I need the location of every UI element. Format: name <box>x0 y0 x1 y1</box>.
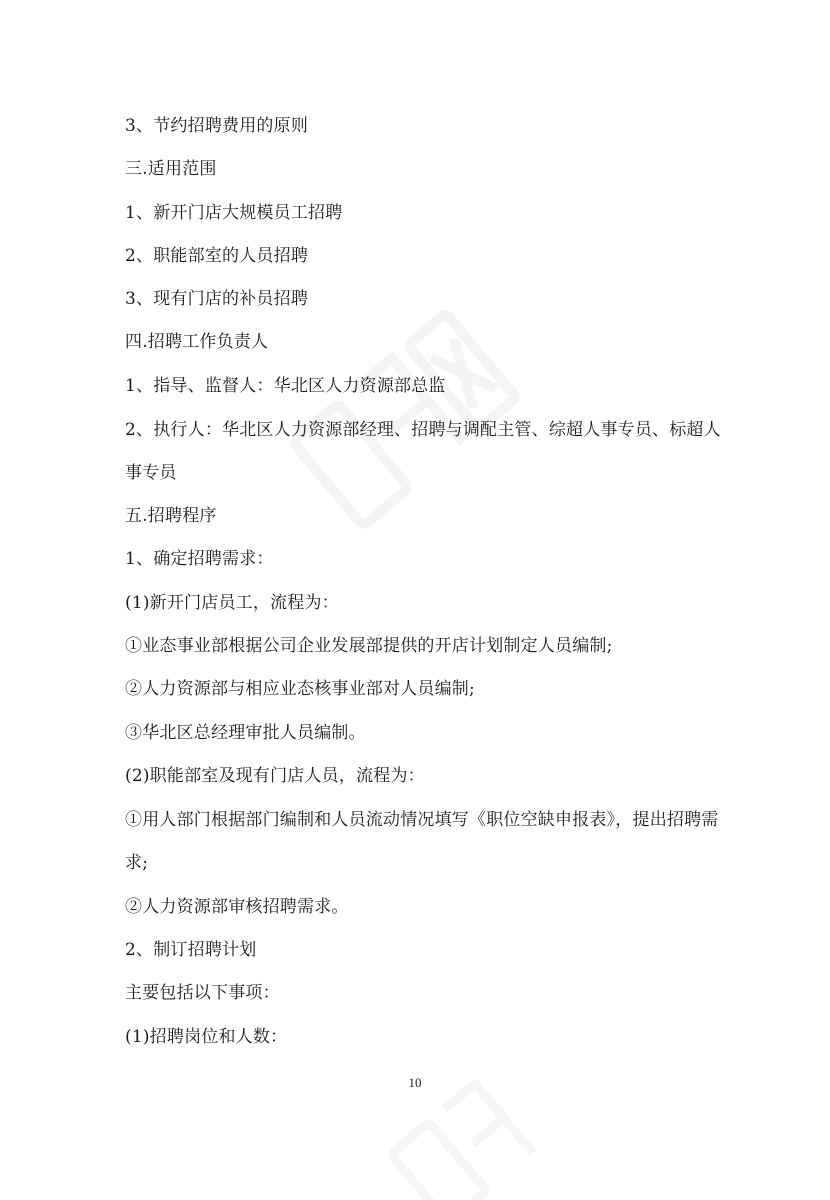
text-line: 3、现有门店的补员招聘 <box>125 289 309 309</box>
section-heading: 五.招聘程序 <box>125 506 217 526</box>
text-line: 1、新开门店大规模员工招聘 <box>125 203 343 223</box>
text-line: 1、指导、监督人：华北区人力资源部总监 <box>125 376 446 396</box>
section-heading: 四.招聘工作负责人 <box>125 332 269 352</box>
watermark-logo-bottom <box>380 1080 560 1200</box>
text-line: 事专员 <box>125 463 177 483</box>
text-line: ②人力资源部审核招聘需求。 <box>125 897 349 917</box>
text-line: ①用人部门根据部门编制和人员流动情况填写《职位空缺申报表》，提出招聘需 <box>125 810 719 830</box>
text-line: 3、节约招聘费用的原则 <box>125 116 309 136</box>
text-line: 2、执行人：华北区人力资源部经理、招聘与调配主管、综超人事专员、标超人 <box>125 420 721 440</box>
text-line: (1)新开门店员工，流程为： <box>125 593 339 613</box>
text-line: 主要包括以下事项： <box>125 983 280 1003</box>
text-line: ③华北区总经理审批人员编制。 <box>125 723 366 743</box>
text-line: ②人力资源部与相应业态核事业部对人员编制; <box>125 679 475 699</box>
section-heading: 三.适用范围 <box>125 159 217 179</box>
text-line: 求; <box>125 853 149 873</box>
text-line: (2)职能部室及现有门店人员，流程为： <box>125 766 425 786</box>
text-line: ①业态事业部根据公司企业发展部提供的开店计划制定人员编制; <box>125 636 613 656</box>
page-number: 10 <box>408 1075 422 1090</box>
text-line: (1)招聘岗位和人数： <box>125 1027 288 1047</box>
text-line: 2、制订招聘计划 <box>125 940 257 960</box>
text-line: 2、职能部室的人员招聘 <box>125 246 309 266</box>
text-line: 1、确定招聘需求： <box>125 549 274 569</box>
